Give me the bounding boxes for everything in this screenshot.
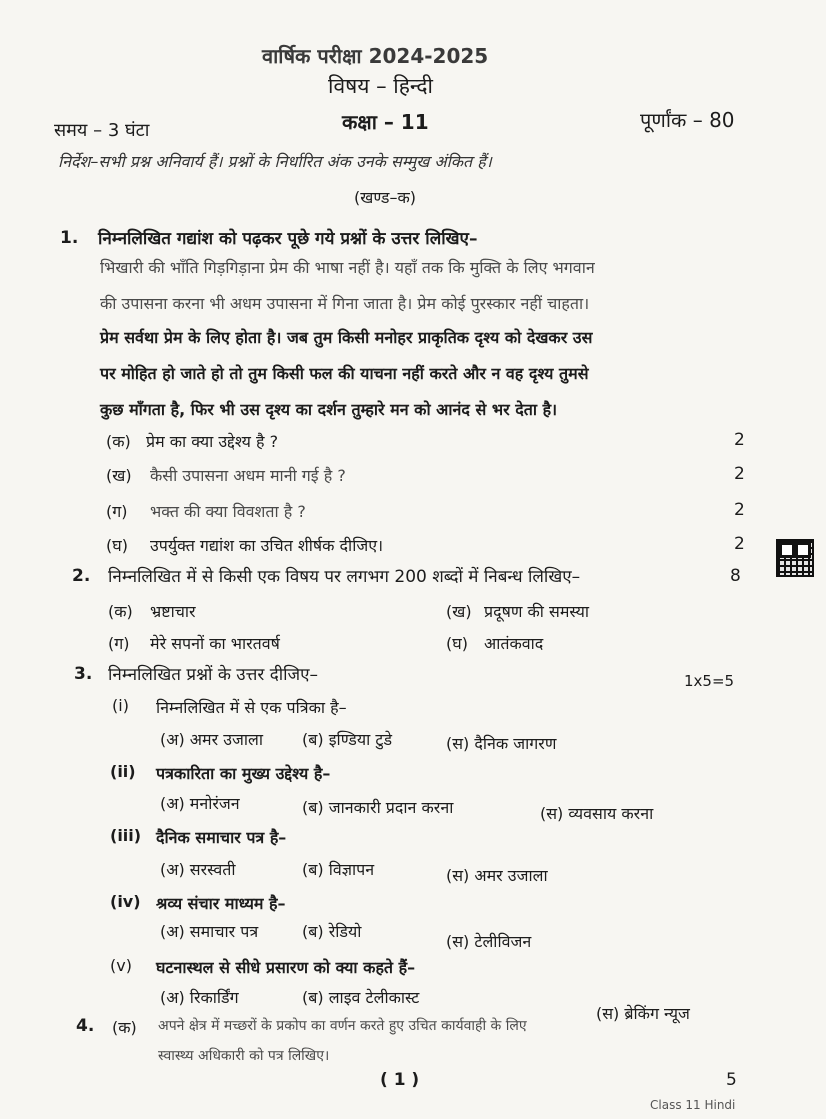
q4-label: (क) <box>112 1018 137 1037</box>
q3-option-a: (अ) अमर उजाला <box>160 730 263 749</box>
class-label: कक्षा – 11 <box>342 110 429 134</box>
full-marks: पूर्णांक – 80 <box>640 108 735 132</box>
q3-item-number: (v) <box>110 956 132 975</box>
q3-item-question: श्रव्य संचार माध्यम है– <box>156 894 286 913</box>
q3-option-a: (अ) मनोरंजन <box>160 794 240 813</box>
q1-sub-label: (ग) <box>106 502 128 521</box>
q3-marks: 1x5=5 <box>684 672 735 690</box>
q3-option-a: (अ) समाचार पत्र <box>160 922 259 941</box>
q3-item-number: (i) <box>112 696 129 715</box>
q2-option-label: (ग) <box>108 634 130 653</box>
q3-item-number: (iii) <box>110 826 142 845</box>
q2-number: 2. <box>72 566 91 586</box>
q2-text: निम्नलिखित में से किसी एक विषय पर लगभग 200 शब्दों में निबन्ध लिखिए– <box>108 567 581 587</box>
q1-sub-text: भक्त की क्या विवशता है ? <box>150 502 306 521</box>
time-allowed: समय – 3 घंटा <box>54 120 150 141</box>
footer-tag: Class 11 Hindi <box>650 1098 736 1112</box>
q3-number: 3. <box>74 664 93 684</box>
q2-option-text: भ्रष्टाचार <box>150 602 196 621</box>
q1-passage-line: पर मोहित हो जाते हो तो तुम किसी फल की याचना नहीं करते और न वह दृश्य तुमसे <box>100 364 589 383</box>
q2-option-label: (ख) <box>446 602 472 621</box>
q2-option-label: (क) <box>108 602 133 621</box>
q2-option-text: आतंकवाद <box>484 634 544 653</box>
exam-session: वार्षिक परीक्षा 2024-2025 <box>262 44 489 68</box>
q2-marks: 8 <box>730 566 741 586</box>
q3-item-question: पत्रकारिता का मुख्य उद्देश्य है– <box>156 764 331 783</box>
q1-sub-label: (क) <box>106 432 131 451</box>
subject-title: विषय – हिन्दी <box>328 74 433 98</box>
q3-option-a: (अ) रिकार्डिंग <box>160 988 239 1007</box>
q3-option-b: (ब) जानकारी प्रदान करना <box>302 798 454 817</box>
q1-sub-marks: 2 <box>734 464 745 484</box>
q1-sub-text: उपर्युक्त गद्यांश का उचित शीर्षक दीजिए। <box>150 536 384 555</box>
q3-option-b: (ब) लाइव टेलीकास्ट <box>302 988 420 1007</box>
q1-number: 1. <box>60 228 79 248</box>
q3-item-question: दैनिक समाचार पत्र है– <box>156 828 287 847</box>
q1-sub-text: प्रेम का क्या उद्देश्य है ? <box>146 432 279 451</box>
q3-option-b: (ब) रेडियो <box>302 922 362 941</box>
q1-sub-label: (घ) <box>106 536 128 555</box>
q3-item-number: (ii) <box>110 762 136 781</box>
q1-sub-text: कैसी उपासना अधम मानी गई है ? <box>150 466 346 485</box>
q3-option-c: (स) टेलीविजन <box>446 932 532 951</box>
q1-sub-marks: 2 <box>734 534 745 554</box>
q1-passage-line: प्रेम सर्वथा प्रेम के लिए होता है। जब तुम किसी मनोहर प्राकृतिक दृश्य को देखकर उस <box>100 328 593 347</box>
q3-option-c: (स) व्यवसाय करना <box>540 804 654 823</box>
q2-option-text: प्रदूषण की समस्या <box>484 602 590 621</box>
q1-sub-marks: 2 <box>734 500 745 520</box>
q1-text: निम्नलिखित गद्यांश को पढ़कर पूछे गये प्रश्नों के उत्तर लिखिए– <box>98 229 478 249</box>
q2-option-text: मेरे सपनों का भारतवर्ष <box>150 634 280 653</box>
q3-option-c: (स) ब्रेकिंग न्यूज <box>596 1004 690 1023</box>
section-heading: (खण्ड–क) <box>354 188 417 207</box>
q1-sub-label: (ख) <box>106 466 132 485</box>
qr-code-icon <box>776 539 814 577</box>
q1-sub-marks: 2 <box>734 430 745 450</box>
q4-text-line: स्वास्थ्य अधिकारी को पत्र लिखिए। <box>158 1048 330 1064</box>
q4-text-line: अपने क्षेत्र में मच्छरों के प्रकोप का वर्णन करते हुए उचित कार्यवाही के लिए <box>158 1018 527 1034</box>
q3-option-a: (अ) सरस्वती <box>160 860 236 879</box>
q1-passage-line: भिखारी की भाँति गिड़गिड़ाना प्रेम की भाषा नहीं है। यहाँ तक कि मुक्ति के लिए भगवान <box>100 258 595 277</box>
q3-item-question: निम्नलिखित में से एक पत्रिका है– <box>156 698 347 717</box>
q1-passage-line: कुछ माँगता है, फिर भी उस दृश्य का दर्शन तुम्हारे मन को आनंद से भर देता है। <box>100 400 558 419</box>
q3-option-c: (स) दैनिक जागरण <box>446 734 557 753</box>
q1-passage-line: की उपासना करना भी अधम उपासना में गिना जाता है। प्रेम कोई पुरस्कार नहीं चाहता। <box>100 294 590 313</box>
q3-text: निम्नलिखित प्रश्नों के उत्तर दीजिए– <box>108 665 319 685</box>
q3-option-b: (ब) विज्ञापन <box>302 860 375 879</box>
q3-item-question: घटनास्थल से सीधे प्रसारण को क्या कहते हैं– <box>156 958 416 977</box>
page-number: ( 1 ) <box>380 1070 420 1090</box>
instructions: निर्देश–सभी प्रश्न अनिवार्य हैं। प्रश्नों के निर्धारित अंक उनके सम्मुख अंकित हैं। <box>58 152 492 171</box>
q2-option-label: (घ) <box>446 634 468 653</box>
q4-number: 4. <box>76 1016 95 1036</box>
q3-option-c: (स) अमर उजाला <box>446 866 548 885</box>
q4-marks: 5 <box>726 1070 737 1090</box>
q3-option-b: (ब) इण्डिया टुडे <box>302 730 393 749</box>
q3-item-number: (iv) <box>110 892 141 911</box>
